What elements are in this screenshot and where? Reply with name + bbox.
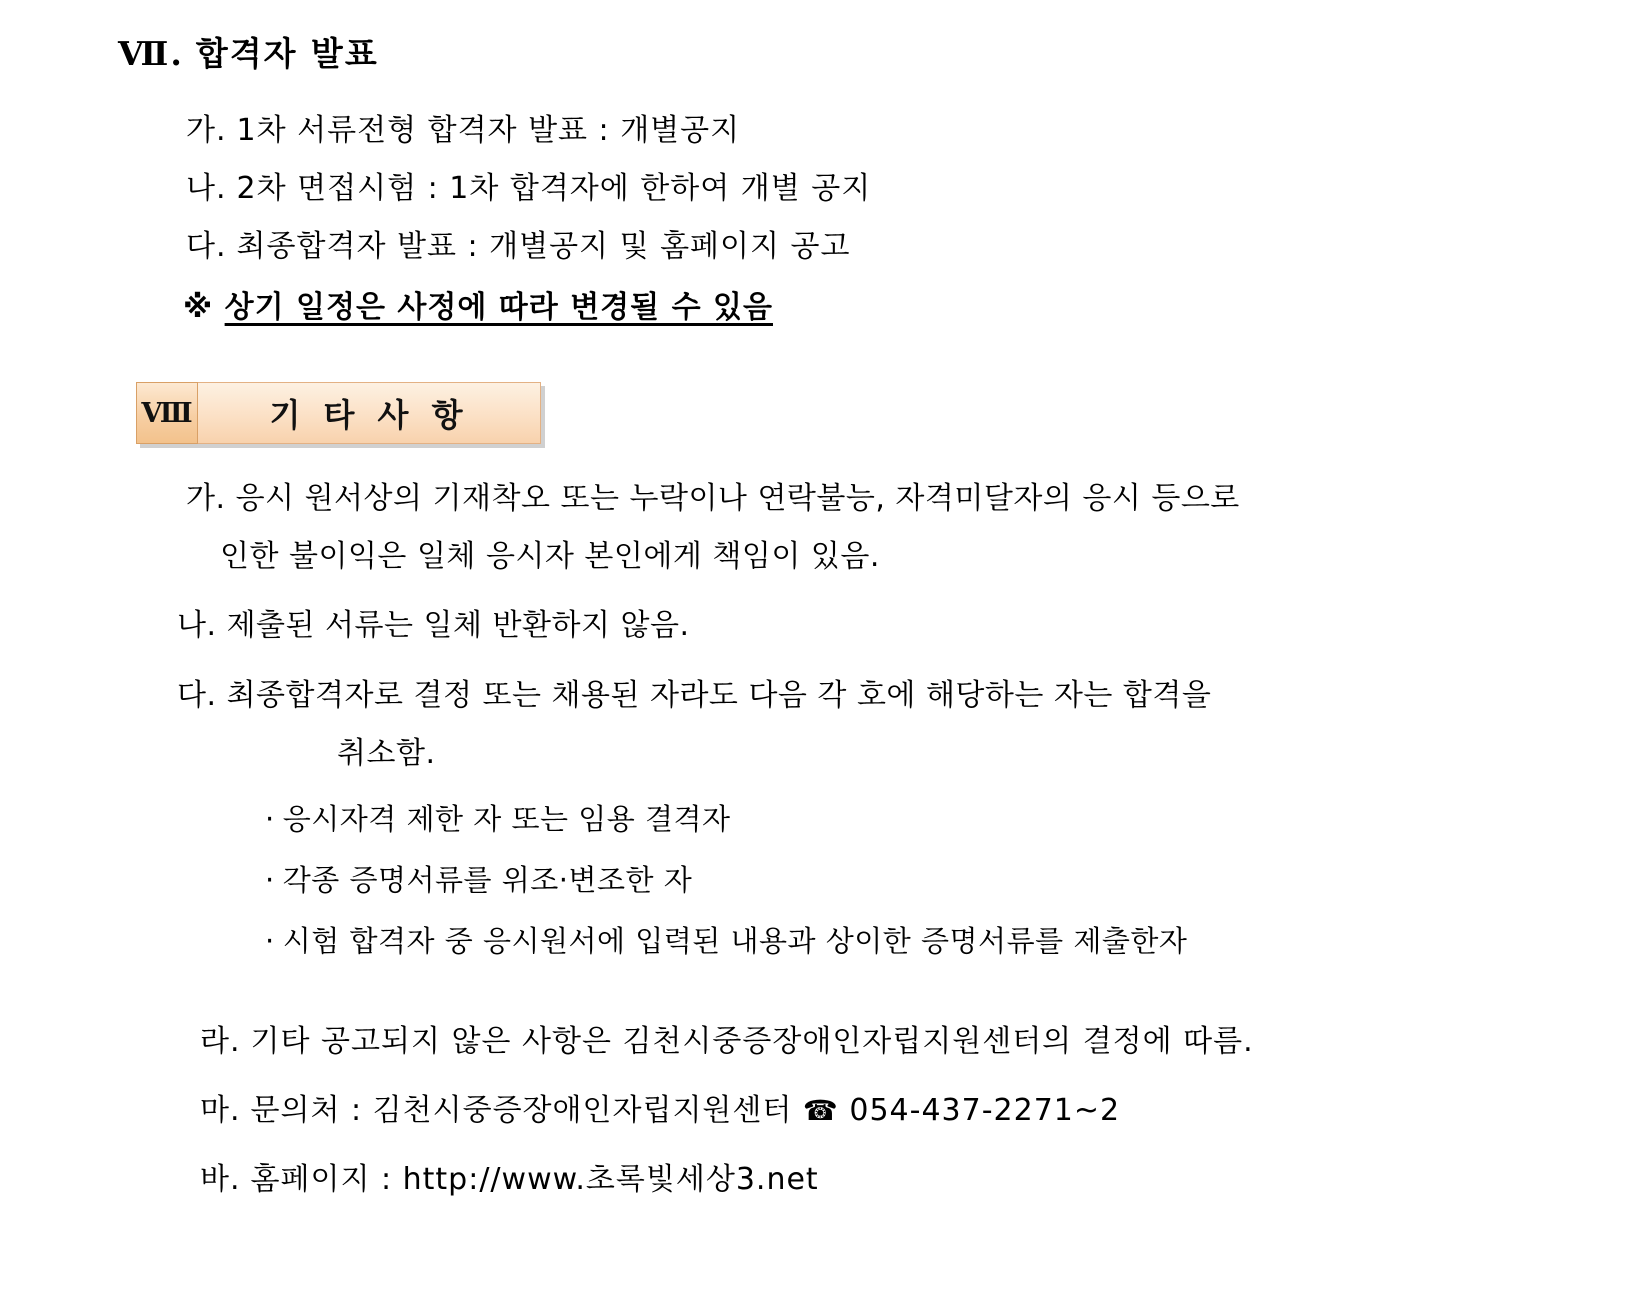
list-text: 제출된 서류는 일체 반환하지 않음. — [226, 608, 690, 643]
section-8-number: Ⅷ — [136, 382, 198, 444]
list-item — [186, 473, 1240, 575]
list-marker: 다. — [186, 229, 227, 264]
note-text: 상기 일정은 사정에 따라 변경될 수 있음 — [224, 290, 773, 325]
list-marker: 나. — [177, 608, 217, 643]
list-marker: 가. — [186, 113, 227, 148]
list-text: 인한 불이익은 일체 응시자 본인에게 책임이 있음. — [220, 539, 880, 574]
list-item — [265, 919, 1187, 960]
list-text: 문의처 : 김천시중증장애인자립지원센터 — [250, 1093, 793, 1128]
list-item — [200, 1085, 1120, 1129]
list-item — [265, 797, 731, 838]
list-line — [177, 670, 1211, 714]
schedule-change-note — [183, 282, 773, 326]
list-item — [186, 221, 851, 265]
website-text: 홈페이지 : http://www.초록빛세상3.net — [250, 1162, 819, 1197]
list-line — [186, 473, 1240, 517]
list-text: 1차 서류전형 합격자 발표 : 개별공지 — [236, 113, 741, 148]
list-text: 각종 증명서류를 위조·변조한 자 — [282, 863, 693, 897]
note-mark: ※ — [183, 290, 214, 325]
list-marker: 다. — [177, 678, 217, 713]
list-text: 응시자격 제한 자 또는 임용 결격자 — [282, 802, 731, 836]
list-item — [177, 600, 689, 644]
list-text: 시험 합격자 중 응시원서에 입력된 내용과 상이한 증명서류를 제출한자 — [282, 924, 1188, 958]
list-item — [265, 858, 692, 899]
phone-icon: ☎ — [802, 1094, 839, 1127]
list-item — [186, 105, 740, 149]
list-marker: 나. — [186, 171, 227, 206]
list-marker: 라. — [200, 1024, 241, 1059]
list-text: 2차 면접시험 : 1차 합격자에 한하여 개별 공지 — [236, 171, 872, 206]
list-text: 기타 공고되지 않은 사항은 김천시중증장애인자립지원센터의 결정에 따름. — [250, 1024, 1254, 1059]
section-7-heading — [118, 28, 379, 75]
section-7-number: Ⅶ. — [118, 34, 184, 73]
section-8-title: 기 타 사 항 — [198, 382, 541, 444]
list-text: 응시 원서상의 기재착오 또는 누락이나 연락불능, 자격미달자의 응시 등으로 — [235, 481, 1240, 516]
bullet-dot: · — [265, 802, 275, 836]
list-item — [177, 670, 1211, 772]
bullet-dot: · — [265, 863, 275, 897]
list-text: 최종합격자 발표 : 개별공지 및 홈페이지 공고 — [236, 229, 851, 264]
bullet-dot: · — [265, 924, 275, 958]
list-text: 취소함. — [337, 736, 436, 771]
list-text: 최종합격자로 결정 또는 채용된 자라도 다음 각 호에 해당하는 자는 합격을 — [226, 678, 1212, 713]
list-marker: 마. — [200, 1093, 241, 1128]
list-line — [177, 600, 689, 644]
list-item — [186, 163, 871, 207]
list-line — [177, 728, 1211, 772]
section-8-banner — [136, 382, 541, 444]
list-marker: 바. — [200, 1162, 241, 1197]
section-7-title: 합격자 발표 — [195, 34, 379, 73]
list-item — [200, 1154, 819, 1198]
list-item — [200, 1016, 1254, 1060]
list-marker: 가. — [186, 481, 226, 516]
list-line — [186, 531, 1240, 575]
phone-number: 054-437-2271~2 — [849, 1093, 1121, 1128]
